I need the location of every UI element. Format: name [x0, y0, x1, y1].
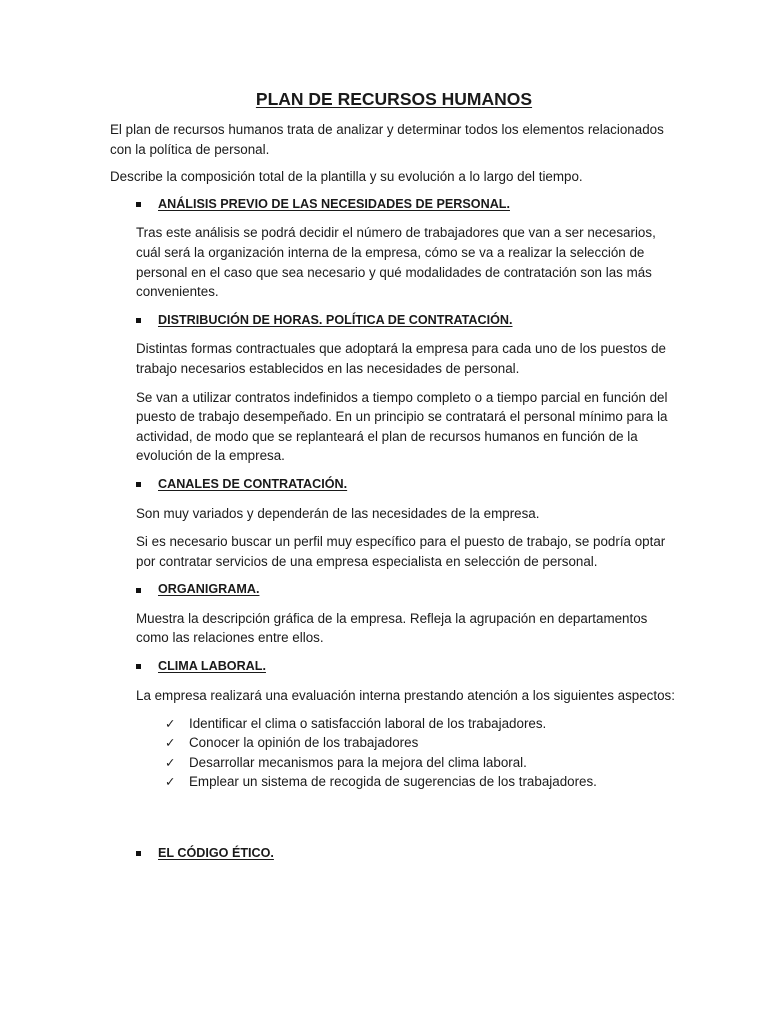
square-bullet-icon [136, 664, 141, 669]
checklist-item-text: Desarrollar mecanismos para la mejora del clima laboral. [189, 754, 527, 770]
square-bullet-icon [136, 588, 141, 593]
section-heading [136, 311, 678, 331]
checklist-item [165, 772, 678, 791]
vertical-spacer [110, 791, 678, 844]
checkmark-icon: ✓ [165, 735, 176, 751]
checkmark-icon: ✓ [165, 773, 176, 789]
checklist-item-text: Emplear un sistema de recogida de sugerencias de los trabajadores. [189, 773, 597, 789]
section-heading-text: EL CÓDIGO ÉTICO. [158, 846, 274, 861]
square-bullet-icon [136, 482, 141, 487]
body-paragraph: Se van a utilizar contratos indefinidos a tiempo completo o a tiempo parcial en función del puesto de trabajo desempeñado. En un principio se contratará el personal mínimo para la actividad, de modo que se replanteará el plan de recursos humanos en función de la evolución de la empresa. [136, 389, 668, 464]
checkmark-icon: ✓ [165, 754, 176, 770]
section-heading-text: CANALES DE CONTRATACIÓN. [158, 476, 348, 491]
checklist-item [165, 733, 678, 752]
section-heading-text: ANÁLISIS PREVIO DE LAS NECESIDADES DE PERSONAL. [158, 196, 510, 211]
body-paragraph: Si es necesario buscar un perfil muy específico para el puesto de trabajo, se podría optar por contratar servicios de una empresa especialista en selección de personal. [136, 534, 666, 569]
section-heading [136, 844, 678, 864]
intro-paragraph: Describe la composición total de la plantilla y su evolución a lo largo del tiempo. [110, 169, 583, 185]
intro-paragraph: El plan de recursos humanos trata de analizar y determinar todos los elementos relacionados con la política de personal. [110, 122, 664, 157]
section-heading [136, 580, 678, 600]
square-bullet-icon [136, 318, 141, 323]
section-heading [136, 657, 678, 677]
body-paragraph: Tras este análisis se podrá decidir el número de trabajadores que van a ser necesarios, cuál será la organización interna de la empresa, cómo se va a realizar la selección de personal en el caso que sea necesario y qué modalidades de contratación son las más convenientes. [136, 225, 656, 300]
section-heading-text: DISTRIBUCIÓN DE HORAS. POLÍTICA DE CONTRATACIÓN. [158, 312, 513, 327]
checklist [165, 714, 678, 791]
section-heading [136, 475, 678, 495]
checkmark-icon: ✓ [165, 716, 176, 732]
checklist-item-text: Conocer la opinión de los trabajadores [189, 735, 419, 751]
body-paragraph: Muestra la descripción gráfica de la empresa. Refleja la agrupación en departamentos como las relaciones entre ellos. [136, 610, 648, 646]
square-bullet-icon [136, 202, 141, 207]
body-paragraph: Son muy variados y dependerán de las necesidades de la empresa. [136, 505, 540, 521]
body-paragraph: La empresa realizará una evaluación interna prestando atención a los siguientes aspectos: [136, 687, 675, 703]
body-paragraph: Distintas formas contractuales que adoptará la empresa para cada uno de los puestos de trabajo necesarios establecidos en las necesidades de personal. [136, 341, 666, 376]
checklist-item-text: Identificar el clima o satisfacción laboral de los trabajadores. [189, 716, 547, 732]
section-heading-text: CLIMA LABORAL. [158, 659, 266, 674]
square-bullet-icon [136, 851, 141, 856]
section-heading-text: ORGANIGRAMA. [158, 582, 260, 597]
page-title: PLAN DE RECURSOS HUMANOS [255, 89, 533, 109]
checklist-item [165, 753, 678, 772]
section-heading [136, 195, 678, 215]
checklist-item [165, 714, 678, 733]
